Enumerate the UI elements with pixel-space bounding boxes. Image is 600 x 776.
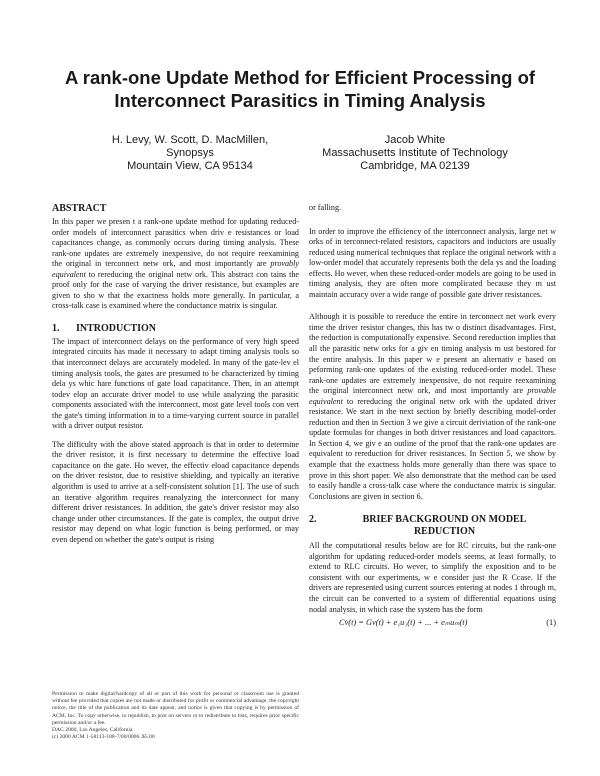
equation-number: (1) (546, 618, 556, 628)
background-heading (309, 514, 556, 538)
copyright-notice (52, 691, 299, 741)
author-org: Synopsys (166, 147, 214, 159)
abstract-text-b: to rereducing the original netw ork. This abstract con tains the proof only for the case of varying the driver resistance, but examples are given to sho w that the exactness holds more generally. In particular, a cross-talk case is examined where the conductance matrix is singular. (52, 269, 299, 311)
left-column (52, 203, 299, 553)
author-location: Mountain View, CA 95134 (127, 160, 253, 172)
rising-falling-text: or falling. (309, 203, 342, 212)
title-line-1: A rank-one Update Method for Efficient Processing of (64, 67, 536, 88)
author-org: Massachusetts Institute of Technology (322, 147, 508, 159)
background-paragraph: All the computational results below are for RC circuits, but the rank-one algorithm for updating reduced-order models seems, at least formally, to extend to RLC circuits. Ho wever, to simplify the exposition and to be consistent with our experiments, w e consider just the R Ccase. If the drivers are represented using current sources entering at nodes 1 through m, the circuit can be converted to a system of differential equations using nodal analysis, in which case the system has the form (309, 541, 556, 614)
equation-1 (309, 618, 556, 629)
intro-p4-a: Although it is possible to rereduce the entire in terconnect net work every time the driver resistor changes, this has tw o distinct disadvantages. First, the reduction is computationally expensive. Second rereduction implies that all the parasitic netw orks for a giv en timing analysis m ust bestored for the entire analysis. In this paper w e present an alternativ e based on peforming rank-one updates of the existing reduced-order model. These rank-one updates are extremely inexpensive, do not require reexamining the original interconnect netw ork, and most importantly are (309, 312, 556, 396)
conference-text: DAC 2000, Los Angeles, California (52, 727, 133, 734)
paper-title (40, 66, 560, 112)
author-names: H. Levy, W. Scott, D. MacMillen, (111, 134, 269, 146)
background-number: 2. (309, 514, 317, 526)
intro-paragraph-3: In order to improve the efficiency of the interconnect analysis, large net w orks of in terconnect-related resistors, capacitors and inductors are usually reduced using numerical techniques that replace the original network with a low-order model that accurately represents both the dela ys and the loading effects. Ho wever, when these reduced-order models are going to be used in timing analysis, they are often more complicated because they m ust maintain accuracy over a wide range of possible gate driver resistances. (309, 226, 556, 299)
abstract-text-a: In this paper we presen t a rank-one update method for updating reduced-order models of interconnect parasitics when driv e resistances or load capacitances change, as commonly occurs during timing analysis. These rank-one updates are extremely inexpensive, do not require reexamining the original in terconnect netw ork, and most importantly are (52, 217, 299, 269)
intro-number: 1. (52, 322, 60, 334)
abstract-heading: ABSTRACT (52, 203, 107, 214)
author-names: Jacob White (384, 134, 446, 146)
abstract-emphasis: provably equivalent (52, 259, 299, 279)
intro-paragraph-1: The impact of interconnect delays on the performance of very high speed integrated circuits has made it necessary to adapt timing analysis tools so that interconnect delays are accurately modeled. In many of the gate-lev el timing analysis tools, the gates are presumed to be characterized by timing dela ys whic hare functions of gate load capacitance. Then, in an attempt todev elop an accurate driver model to use while analyzing the parasitic components associated with the interconnect, most gate level tools con vert the gate's timing information in to a time-varying current source in parallel with a driver output resistor. (52, 336, 299, 431)
author-block-left (80, 134, 300, 173)
abstract-text (52, 217, 299, 312)
intro-title: INTRODUCTION (76, 322, 157, 334)
intro-p4-b: to rereducing the original netw ork with the updated driver resistance. We start in the next section by briefly describing model-order reduction and then in Section 3 we give a circuit deriviation of the rank-one update formulas for changes in both driver resistances and load capacitors. In Section 4, we giv e an outline of the proof that the rank-one updates are equivalent to rereduction for driver resistances. In Section 5, we show by example that the exactness holds more generally than there was space to prove in this short paper. We also demonstrate that the method can be used to easily handle a cross-talk case where the conductance matrix is singular. Conclusions are given in section 6. (309, 396, 556, 501)
intro-heading (52, 323, 299, 335)
isbn-text: (c) 2000 ACM 1-58113-188-7/00/0006..$5.00 (52, 734, 155, 741)
background-title: BRIEF BACKGROUND ON MODEL REDUCTION (362, 514, 527, 538)
author-location: Cambridge, MA 02139 (360, 160, 470, 172)
intro-p4-emphasis: provable equivalent (309, 386, 556, 406)
intro-paragraph-4 (309, 312, 556, 502)
title-line-2: Interconnect Parasitics in Timing Analysis (114, 90, 486, 111)
equation-formula: Cv̇(t) = Gv(t) + e₁u₁(t) + ... + eₘuₘ(t) (339, 618, 468, 628)
right-column (309, 203, 556, 629)
author-block-right (300, 134, 530, 173)
permission-text: Permission to make digital/hardcopy of all or part of this work for personal or classroom use is granted without fee provided that copies are not made or distributed for profit or commercial advantage, the copyright notice, the title of the publication and its date appear, and notice is given that copying is by permission of ACM, Inc. To copy otherwise, to republish, to post on servers or to redistribute to lists, requires prior specific permission and/or a fee. (52, 691, 299, 726)
intro-paragraph-2: The difficulty with the above stated approach is that in order to determine the driver resistor, it is first necessary to determine the effective load capacitance on the gate. Ho wever, the effectiv eload capacitance depends on the driver resistor, due to resistive shielding, and typically an iterative algorithm is used to arrive at a self-consistent solution [1]. The use of such an iterative algorithm requires reanalyzing the interconnect for many different driver resistances. In addition, the gate's driver resistor may also change under other circumstances. If the gate is complex, the output drive resistor may depend on what logic function is being performed, or may even depend on whether the gate's output is rising (52, 439, 299, 544)
